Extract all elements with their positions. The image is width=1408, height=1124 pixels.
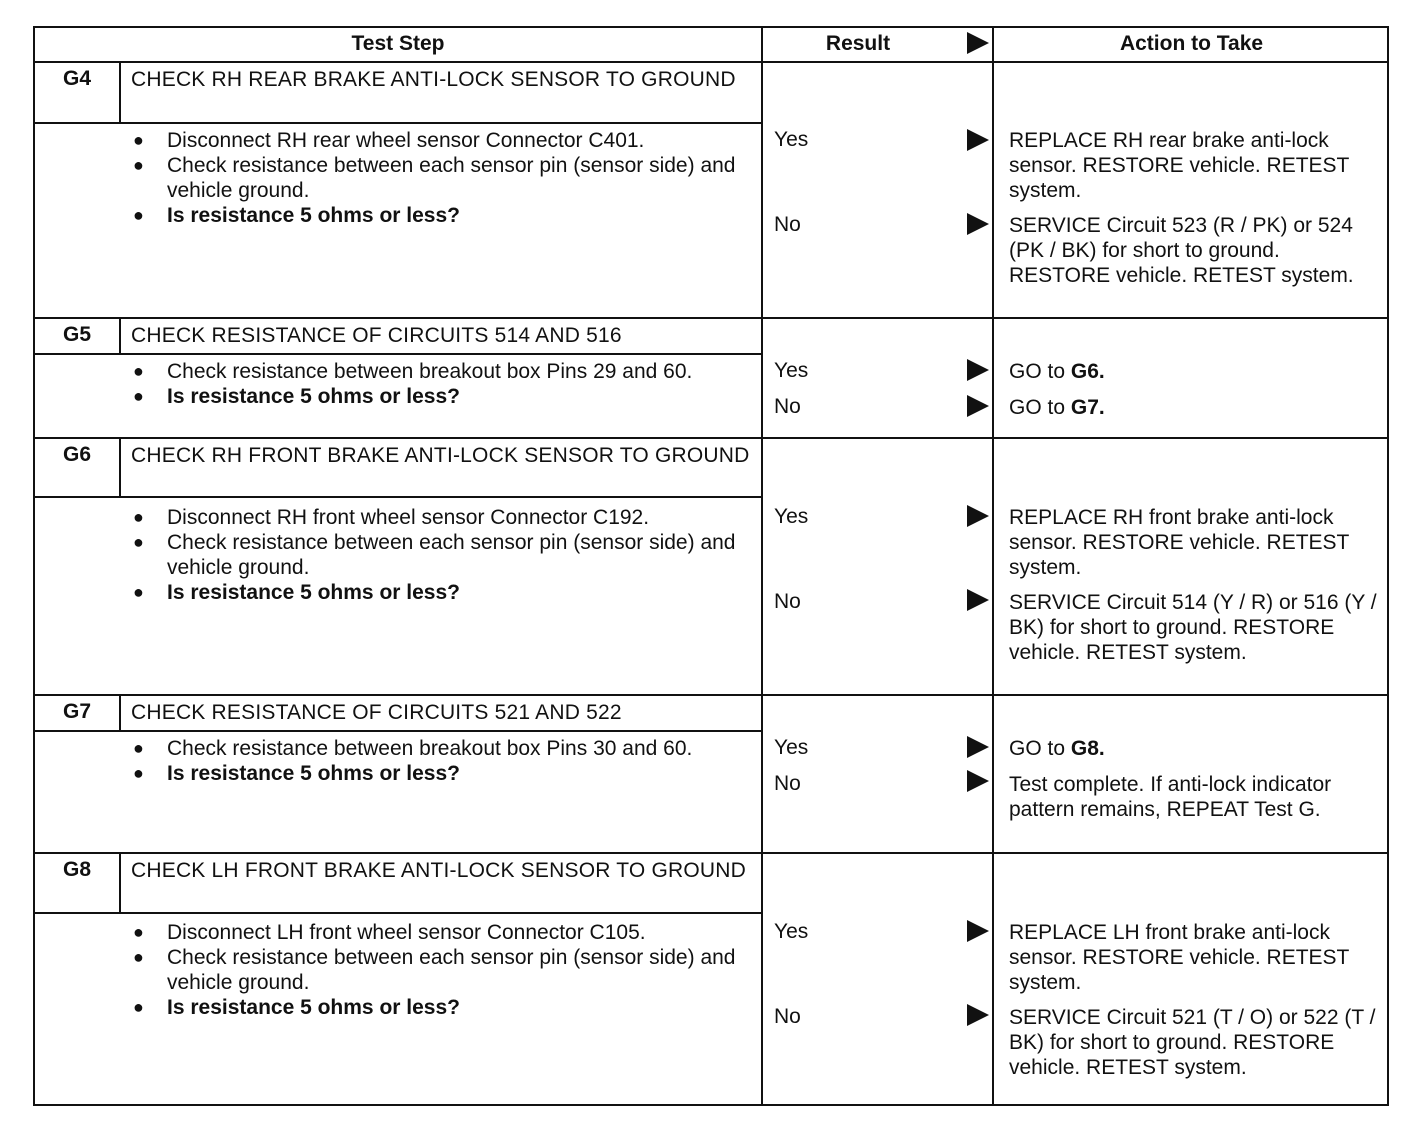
result-yes: Yes	[774, 505, 809, 528]
result-no: No	[774, 213, 801, 236]
list-item: ● Is resistance 5 ohms or less?	[131, 580, 751, 605]
step-bullets	[131, 128, 751, 228]
arrow-right-icon	[967, 920, 989, 942]
step-g4	[35, 63, 1387, 318]
list-item: ● Disconnect RH front wheel sensor Connector C192.	[131, 505, 751, 530]
action-no: SERVICE Circuit 514 (Y / R) or 516 (Y / BK) for short to ground. RESTORE vehicle. RETEST system.	[1009, 591, 1377, 664]
step-title: CHECK RESISTANCE OF CIRCUITS 521 AND 522	[131, 701, 622, 724]
header-arrow-icon	[967, 32, 989, 54]
list-item: ● Is resistance 5 ohms or less?	[131, 384, 751, 409]
header-action: Action to Take	[1119, 32, 1264, 55]
result-yes: Yes	[774, 920, 809, 943]
step-g6	[35, 439, 1387, 694]
arrow-right-icon	[967, 129, 989, 151]
step-id: G4	[62, 67, 91, 90]
step-title: CHECK LH FRONT BRAKE ANTI-LOCK SENSOR TO GROUND	[131, 859, 747, 882]
list-item: ● Disconnect RH rear wheel sensor Connector C401.	[131, 128, 751, 153]
step-title: CHECK RH REAR BRAKE ANTI-LOCK SENSOR TO GROUND	[131, 68, 736, 91]
arrow-right-icon	[967, 1004, 989, 1026]
arrow-right-icon	[967, 736, 989, 758]
list-item: ● Is resistance 5 ohms or less?	[131, 995, 751, 1020]
list-item: ● Disconnect LH front wheel sensor Connector C105.	[131, 920, 751, 945]
action-yes	[1009, 736, 1381, 761]
title-rule	[35, 353, 763, 355]
list-item: ● Check resistance between each sensor pin (sensor side) and vehicle ground.	[131, 945, 751, 995]
step-reference: G6.	[1070, 360, 1105, 383]
diagnostic-table	[33, 26, 1389, 1106]
action-text: GO to	[1009, 737, 1066, 760]
step-g8	[35, 854, 1387, 1106]
action-yes: REPLACE RH rear brake anti-lock sensor. RESTORE vehicle. RETEST system.	[1009, 129, 1350, 202]
list-item: ● Is resistance 5 ohms or less?	[131, 203, 751, 228]
title-rule	[35, 122, 763, 124]
action-no: SERVICE Circuit 523 (R / PK) or 524 (PK / BK) for short to ground. RESTORE vehicle. RETEST system.	[1009, 214, 1354, 287]
header-result: Result	[825, 32, 891, 55]
action-no	[1009, 395, 1381, 420]
step-reference: G7.	[1070, 396, 1105, 419]
title-rule	[35, 912, 763, 914]
step-title: CHECK RESISTANCE OF CIRCUITS 514 AND 516	[131, 324, 622, 347]
step-g5	[35, 319, 1387, 437]
result-no: No	[774, 395, 801, 418]
header-test-step: Test Step	[351, 32, 445, 55]
step-id: G8	[62, 858, 91, 881]
step-id: G5	[62, 323, 91, 346]
step-bullets	[131, 505, 751, 605]
step-g7	[35, 696, 1387, 852]
arrow-right-icon	[967, 359, 989, 381]
arrow-right-icon	[967, 770, 989, 792]
step-id: G7	[62, 700, 91, 723]
step-bullets	[131, 920, 751, 1020]
step-id-divider	[119, 319, 121, 353]
step-id-divider	[119, 854, 121, 912]
step-bullets	[131, 736, 751, 786]
step-bullets	[131, 359, 751, 409]
arrow-right-icon	[967, 213, 989, 235]
result-no: No	[774, 1005, 801, 1028]
list-item: ● Check resistance between breakout box Pins 29 and 60.	[131, 359, 751, 384]
step-id-divider	[119, 63, 121, 123]
title-rule	[35, 496, 763, 498]
action-no: SERVICE Circuit 521 (T / O) or 522 (T / BK) for short to ground. RESTORE vehicle. RETEST system.	[1009, 1006, 1376, 1079]
action-text: GO to	[1009, 396, 1066, 419]
result-no: No	[774, 772, 801, 795]
step-id-divider	[119, 696, 121, 730]
action-no: Test complete. If anti-lock indicator pattern remains, REPEAT Test G.	[1009, 773, 1332, 821]
result-yes: Yes	[774, 736, 809, 759]
step-id-divider	[119, 439, 121, 497]
arrow-right-icon	[967, 505, 989, 527]
list-item: ● Check resistance between each sensor pin (sensor side) and vehicle ground.	[131, 530, 751, 580]
arrow-right-icon	[967, 589, 989, 611]
step-id: G6	[62, 443, 91, 466]
arrow-right-icon	[967, 395, 989, 417]
list-item: ● Check resistance between breakout box Pins 30 and 60.	[131, 736, 751, 761]
result-no: No	[774, 590, 801, 613]
result-yes: Yes	[774, 128, 809, 151]
result-yes: Yes	[774, 359, 809, 382]
action-yes: REPLACE LH front brake anti-lock sensor. RESTORE vehicle. RETEST system.	[1009, 921, 1350, 994]
list-item: ● Check resistance between each sensor pin (sensor side) and vehicle ground.	[131, 153, 751, 203]
list-item: ● Is resistance 5 ohms or less?	[131, 761, 751, 786]
step-title: CHECK RH FRONT BRAKE ANTI-LOCK SENSOR TO GROUND	[131, 444, 750, 467]
title-rule	[35, 730, 763, 732]
step-reference: G8.	[1070, 737, 1105, 760]
action-yes: REPLACE RH front brake anti-lock sensor. RESTORE vehicle. RETEST system.	[1009, 506, 1350, 579]
action-yes	[1009, 359, 1381, 384]
action-text: GO to	[1009, 360, 1066, 383]
